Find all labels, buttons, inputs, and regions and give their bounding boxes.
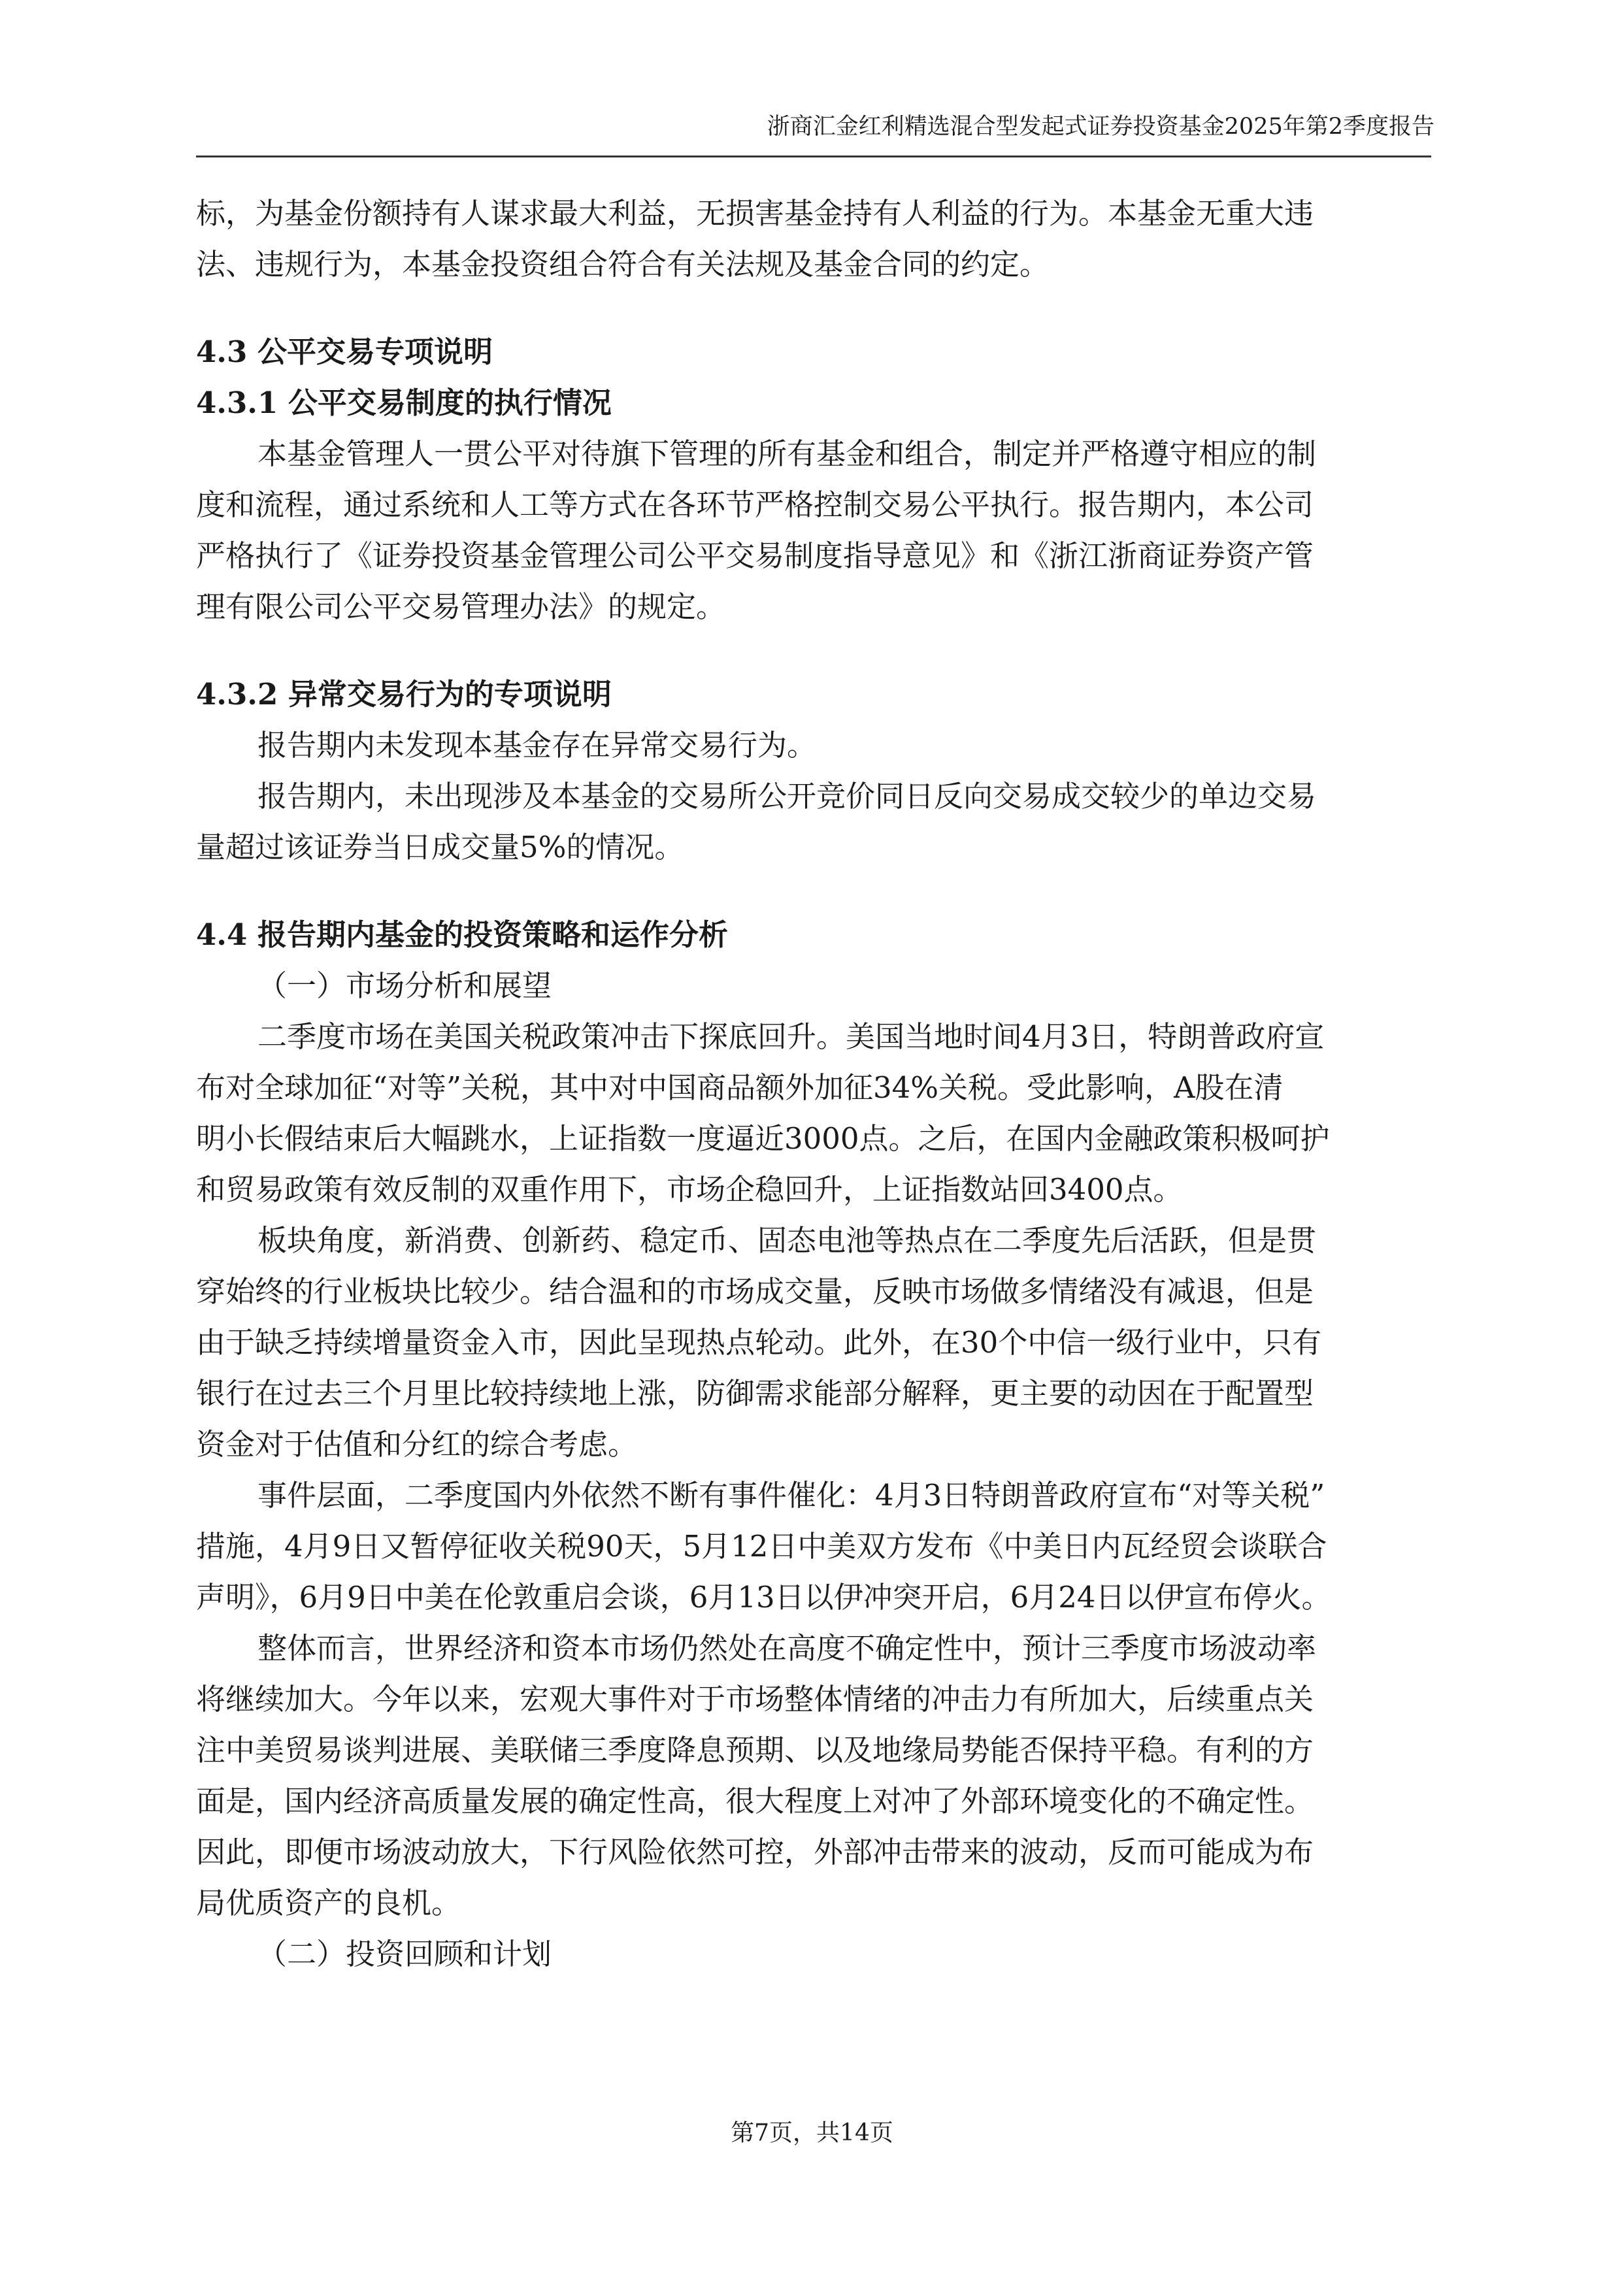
paragraph-line: 严格执行了《证券投资基金管理公司公平交易制度指导意见》和《浙江浙商证券资产管 xyxy=(196,538,1314,573)
header-divider xyxy=(196,156,1431,157)
paragraph-line: 量超过该证券当日成交量5%的情况。 xyxy=(196,830,684,864)
paragraph-line: 声明》，6月9日中美在伦敦重启会谈，6月13日以伊冲突开启，6月24日以伊宣布停火。 xyxy=(196,1580,1331,1615)
paragraph-line: 和贸易政策有效反制的双重作用下，市场企稳回升，上证指数站回3400点。 xyxy=(196,1172,1183,1207)
market-paragraph-4 xyxy=(196,1623,1431,1929)
paragraph-line: 事件层面，二季度国内外依然不断有事件催化：4月3日特朗普政府宣布“对等关税” xyxy=(257,1478,1325,1513)
paragraph-line: 度和流程，通过系统和人工等方式在各环节严格控制交易公平执行。报告期内，本公司 xyxy=(196,487,1314,522)
subsection-market-analysis: （一）市场分析和展望 xyxy=(257,968,552,1003)
section-heading-4-3-2: 4.3.2 异常交易行为的专项说明 xyxy=(196,677,612,712)
paragraph-line: 标，为基金份额持有人谋求最大利益，无损害基金持有人利益的行为。本基金无重大违 xyxy=(196,196,1314,231)
section-heading-4-4: 4.4 报告期内基金的投资策略和运作分析 xyxy=(196,917,728,952)
subsection-investment-review: （二）投资回顾和计划 xyxy=(257,1937,552,1971)
paragraph-line: 报告期内，未出现涉及本基金的交易所公开竞价同日反向交易成交较少的单边交易 xyxy=(257,779,1317,813)
paragraph-line: 资金对于估值和分红的综合考虑。 xyxy=(196,1427,638,1462)
paragraph-line: 注中美贸易谈判进展、美联储三季度降息预期、以及地缘局势能否保持平稳。有利的方 xyxy=(196,1733,1314,1767)
section-heading-4-3-1: 4.3.1 公平交易制度的执行情况 xyxy=(196,385,612,420)
paragraph-line: 面是，国内经济高质量发展的确定性高，很大程度上对冲了外部环境变化的不确定性。 xyxy=(196,1784,1314,1818)
paragraph-line: 穿始终的行业板块比较少。结合温和的市场成交量，反映市场做多情绪没有减退，但是 xyxy=(196,1274,1314,1309)
paragraph-line: 因此，即便市场波动放大，下行风险依然可控，外部冲击带来的波动，反而可能成为布 xyxy=(196,1835,1314,1869)
market-paragraph-3 xyxy=(196,1470,1431,1623)
page-number: 第7页，共14页 xyxy=(731,2120,893,2146)
paragraph-line: 板块角度，新消费、创新药、稳定币、固态电池等热点在二季度先后活跃，但是贯 xyxy=(257,1223,1317,1258)
page-content xyxy=(196,188,1431,1980)
paragraph-line: 措施，4月9日又暂停征收关税90天，5月12日中美双方发布《中美日内瓦经贸会谈联合 xyxy=(196,1529,1327,1564)
abnormal-trade-paragraph-1: 报告期内未发现本基金存在异常交易行为。 xyxy=(257,728,817,763)
abnormal-trade-paragraph-2 xyxy=(196,771,1431,873)
section-heading-4-3: 4.3 公平交易专项说明 xyxy=(196,335,493,369)
paragraph-line: 局优质资产的良机。 xyxy=(196,1886,461,1920)
paragraph-line: 本基金管理人一贯公平对待旗下管理的所有基金和组合，制定并严格遵守相应的制 xyxy=(257,436,1317,471)
paragraph-line: 明小长假结束后大幅跳水，上证指数一度逼近3000点。之后，在国内金融政策积极呵护 xyxy=(196,1121,1330,1156)
fair-trade-paragraph xyxy=(196,429,1431,632)
paragraph-line: 理有限公司公平交易管理办法》的规定。 xyxy=(196,589,726,624)
report-header-title: 浙商汇金红利精选混合型发起式证券投资基金2025年第2季度报告 xyxy=(767,114,1434,140)
paragraph-line: 二季度市场在美国关税政策冲击下探底回升。美国当地时间4月3日，特朗普政府宣 xyxy=(257,1019,1325,1054)
paragraph-line: 将继续加大。今年以来，宏观大事件对于市场整体情绪的冲击力有所加大，后续重点关 xyxy=(196,1682,1314,1716)
paragraph-line: 由于缺乏持续增量资金入市，因此呈现热点轮动。此外，在30个中信一级行业中，只有 xyxy=(196,1325,1322,1360)
paragraph-line: 布对全球加征“对等”关税，其中对中国商品额外加征34%关税。受此影响，A股在清 xyxy=(196,1070,1284,1105)
market-paragraph-1 xyxy=(196,1011,1431,1215)
paragraph-line: 银行在过去三个月里比较持续地上涨，防御需求能部分解释，更主要的动因在于配置型 xyxy=(196,1376,1314,1411)
intro-paragraph xyxy=(196,188,1431,290)
paragraph-line: 整体而言，世界经济和资本市场仍然处在高度不确定性中，预计三季度市场波动率 xyxy=(257,1631,1317,1665)
paragraph-line: 法、违规行为，本基金投资组合符合有关法规及基金合同的约定。 xyxy=(196,247,1050,282)
market-paragraph-2 xyxy=(196,1215,1431,1470)
